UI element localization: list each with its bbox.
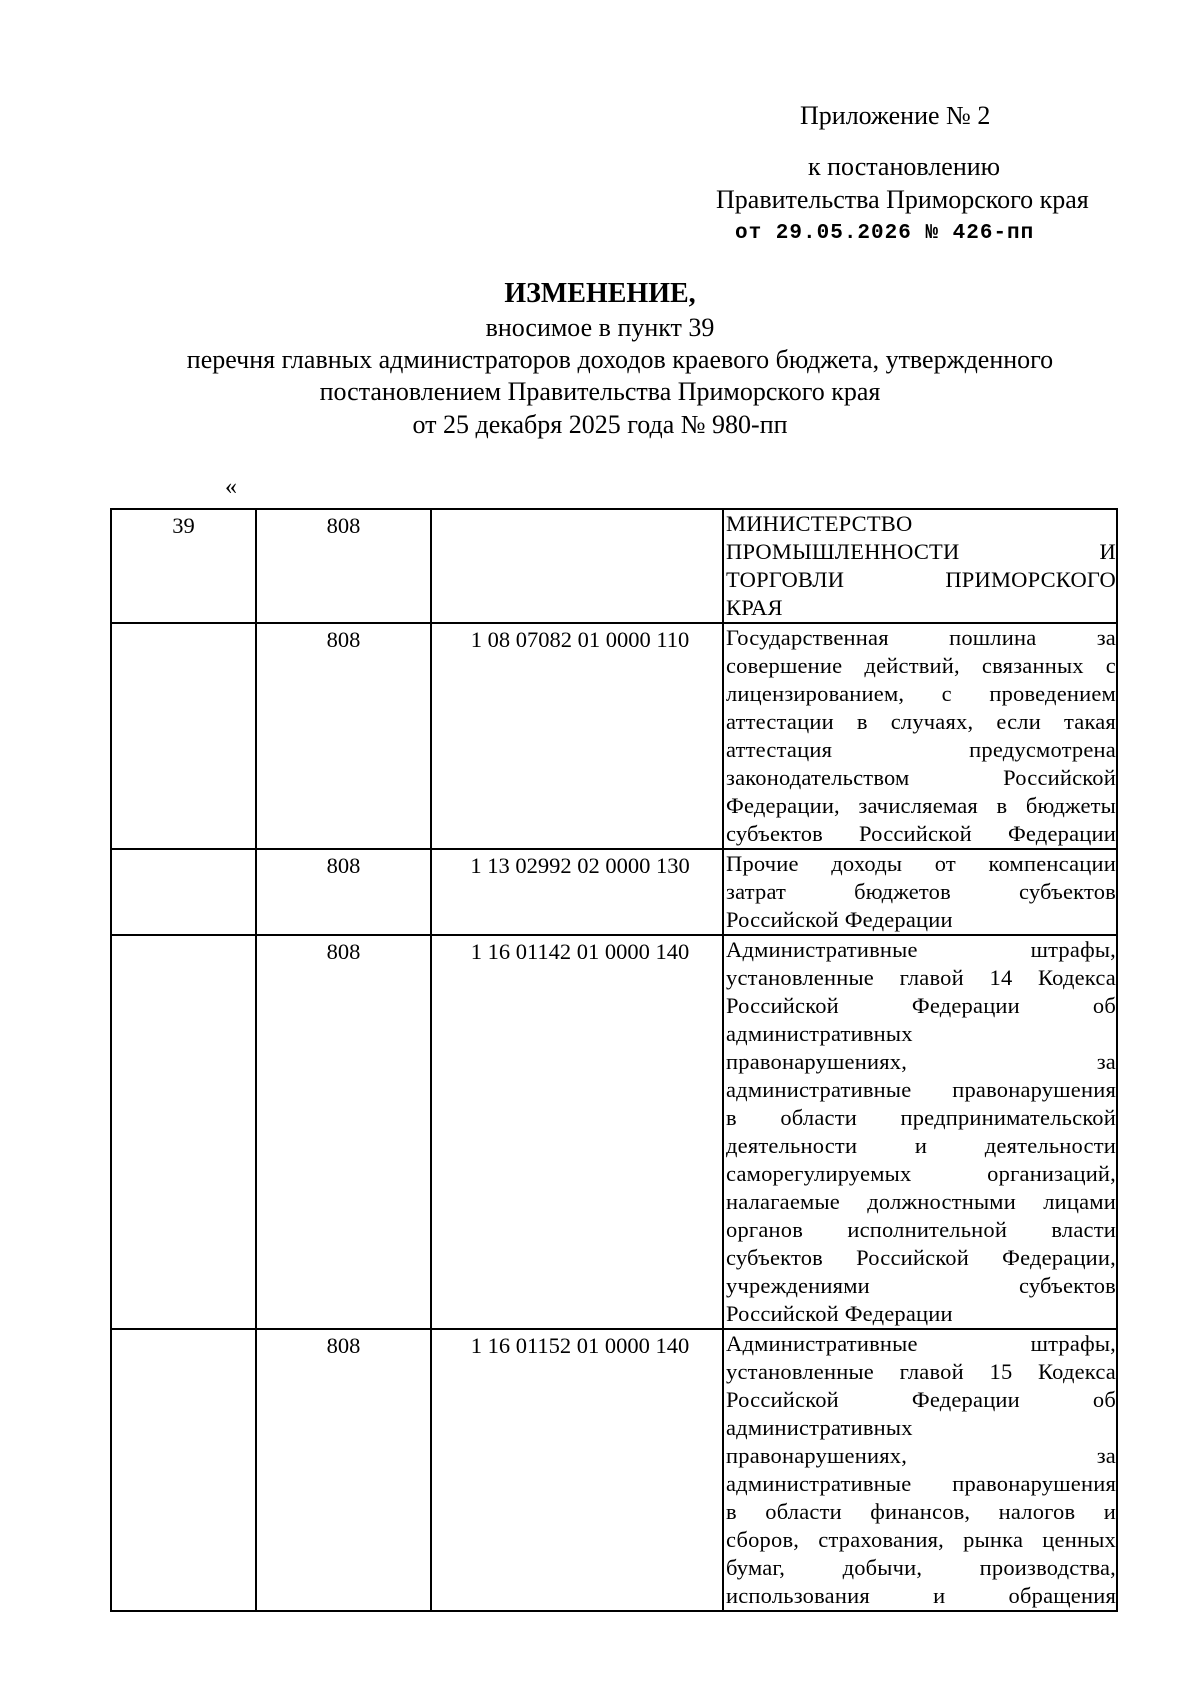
description-line: ТОРГОВЛИ ПРИМОРСКОГО <box>726 567 1116 592</box>
description-line: установленные главой 15 Кодекса <box>726 1359 1116 1384</box>
table-row <box>111 1329 1117 1611</box>
description-line: административных <box>726 1415 913 1440</box>
description-line: Административные штрафы, <box>726 1331 1116 1356</box>
description-line: Российской Федерации об <box>726 993 1116 1018</box>
cell-description <box>723 509 1117 623</box>
description-line: сборов, страхования, рынка ценных <box>726 1527 1116 1552</box>
description-line: в области финансов, налогов и <box>726 1499 1116 1524</box>
description-line: Государственная пошлина за <box>726 625 1116 650</box>
cell-revenue-code: 1 16 01152 01 0000 140 <box>431 1329 723 1611</box>
cell-description <box>723 849 1117 935</box>
appendix-date-number: от 29.05.2026 № 426-пп <box>735 222 1035 245</box>
table-row <box>111 935 1117 1329</box>
heading-line-2: перечня главных администраторов доходов краевого бюджета, утвержденного <box>186 345 1054 374</box>
cell-item-number: 39 <box>111 509 256 623</box>
description-line: административные правонарушения <box>726 1077 1116 1102</box>
description-line: ПРОМЫШЛЕННОСТИ И <box>726 539 1116 564</box>
description-line: в области предпринимательской <box>726 1105 1116 1130</box>
document-title: ИЗМЕНЕНИЕ, <box>504 278 696 309</box>
cell-item-number <box>111 1329 256 1611</box>
table-body <box>111 509 1117 1611</box>
cell-item-number <box>111 849 256 935</box>
cell-description <box>723 1329 1117 1611</box>
description-line: КРАЯ <box>726 595 783 620</box>
description-line: законодательством Российской <box>726 765 1116 790</box>
description-line: затрат бюджетов субъектов <box>726 879 1116 904</box>
description-line: правонарушениях, за <box>726 1049 1116 1074</box>
appendix-title: Приложение № 2 <box>800 101 991 130</box>
cell-description <box>723 935 1117 1329</box>
description-line: бумаг, добычи, производства, <box>726 1555 1116 1580</box>
revenue-administrators-table <box>110 508 1118 1612</box>
table-row <box>111 849 1117 935</box>
heading-line-4: от 25 декабря 2025 года № 980-пп <box>412 410 788 439</box>
cell-admin-code: 808 <box>256 1329 431 1611</box>
description-line: органов исполнительной власти <box>726 1217 1116 1242</box>
description-line: Российской Федерации <box>726 907 953 932</box>
description-line: Прочие доходы от компенсации <box>726 851 1116 876</box>
description-line: административных <box>726 1021 913 1046</box>
cell-description <box>723 623 1117 849</box>
description-line: субъектов Российской Федерации, <box>726 1245 1116 1270</box>
description-line: использования и обращения <box>726 1583 1116 1608</box>
cell-admin-code: 808 <box>256 849 431 935</box>
description-line: деятельности и деятельности <box>726 1133 1116 1158</box>
cell-revenue-code: 1 08 07082 01 0000 110 <box>431 623 723 849</box>
cell-item-number <box>111 935 256 1329</box>
description-line: аттестация предусмотрена <box>726 737 1116 762</box>
cell-revenue-code: 1 16 01142 01 0000 140 <box>431 935 723 1329</box>
opening-quote-mark: « <box>225 474 237 500</box>
description-line: саморегулируемых организаций, <box>726 1161 1116 1186</box>
cell-item-number <box>111 623 256 849</box>
heading-line-3: постановлением Правительства Приморского края <box>319 377 881 406</box>
description-line: установленные главой 14 Кодекса <box>726 965 1116 990</box>
description-line: Российской Федерации об <box>726 1387 1116 1412</box>
description-line: МИНИСТЕРСТВО <box>726 511 913 536</box>
description-line: совершение действий, связанных с <box>726 653 1116 678</box>
cell-admin-code: 808 <box>256 935 431 1329</box>
description-line: Административные штрафы, <box>726 937 1116 962</box>
description-line: налагаемые должностными лицами <box>726 1189 1116 1214</box>
description-line: субъектов Российской Федерации <box>726 821 1116 846</box>
heading-line-1: вносимое в пункт 39 <box>485 313 715 342</box>
description-line: Федерации, зачисляемая в бюджеты <box>726 793 1116 818</box>
cell-admin-code: 808 <box>256 509 431 623</box>
description-line: учреждениями субъектов <box>726 1273 1116 1298</box>
cell-revenue-code: 1 13 02992 02 0000 130 <box>431 849 723 935</box>
cell-revenue-code <box>431 509 723 623</box>
cell-admin-code: 808 <box>256 623 431 849</box>
description-line: Российской Федерации <box>726 1301 953 1326</box>
table-row <box>111 509 1117 623</box>
appendix-government: Правительства Приморского края <box>716 185 1089 214</box>
description-line: правонарушениях, за <box>726 1443 1116 1468</box>
description-line: административные правонарушения <box>726 1471 1116 1496</box>
table-row <box>111 623 1117 849</box>
description-line: лицензированием, с проведением <box>726 681 1116 706</box>
appendix-to: к постановлению <box>808 152 1001 181</box>
description-line: аттестации в случаях, если такая <box>726 709 1116 734</box>
